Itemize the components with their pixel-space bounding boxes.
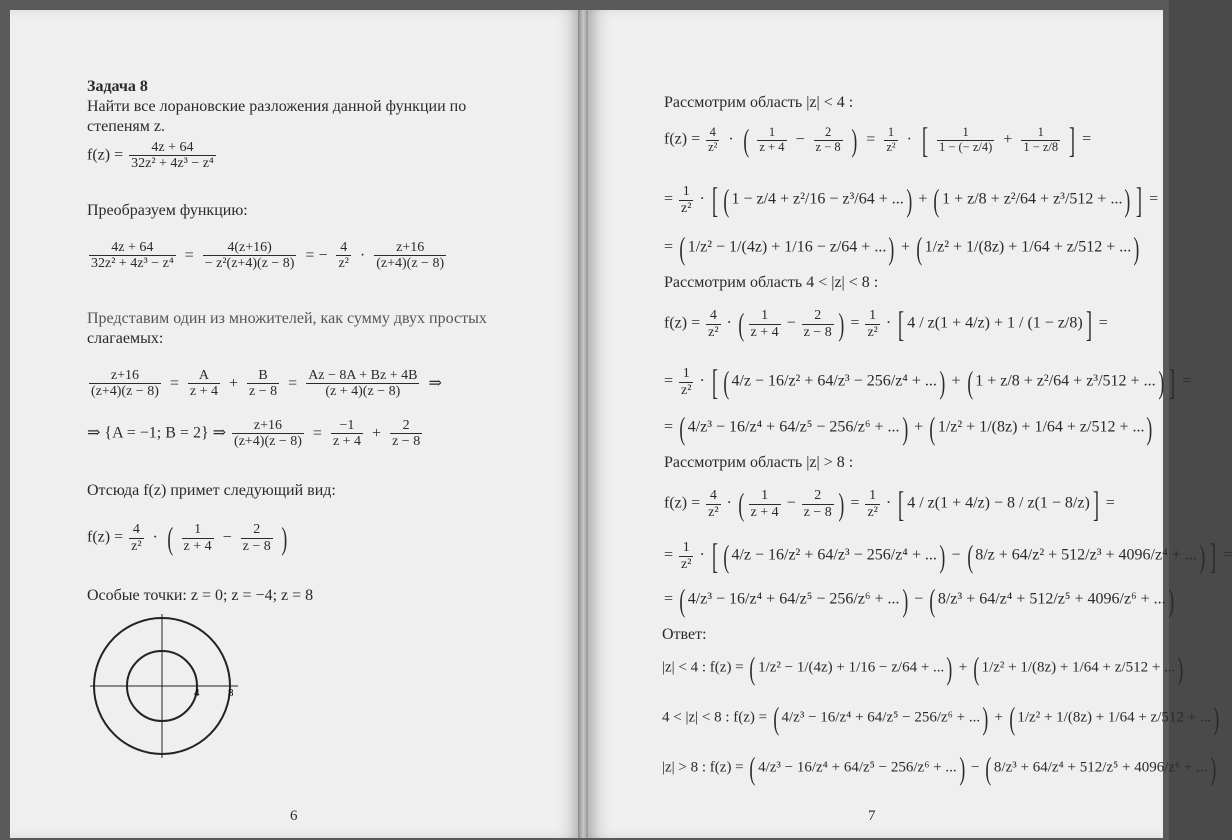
equals-minus-sign: = − (305, 246, 328, 264)
decomp-text-line1: Представим один из множителей, как сумму двух простых (87, 310, 487, 327)
denominator: z² (708, 139, 718, 154)
left-paren: ( (933, 182, 940, 218)
series-2: 8/z + 64/z² + 512/z³ + 4096/z⁴ + ... (975, 546, 1197, 564)
denominator: − z²(z+4)(z − 8) (204, 256, 295, 272)
answer-line3: |z| > 8 : f(z) = ( 4/z³ − 16/z⁴ + 64/z⁵ − 256/z⁶ + ...) − ( 8/z³ + 64/z⁴ + 512/z⁵ + 4096/z⁶ + ...) (662, 750, 1216, 786)
numerator: 4 (706, 126, 719, 141)
function-definition (87, 140, 218, 172)
fraction (306, 368, 419, 400)
numerator: 2 (814, 126, 843, 141)
denominator: z² (867, 504, 878, 520)
f-label: f(z) = (87, 528, 124, 546)
plus-sign: + (372, 424, 382, 442)
answer-line1: |z| < 4 : f(z) = ( 1/z² − 1/(4z) + 1/16 − z/64 + ...) + ( 1/z² + 1/(8z) + 1/64 + z/512 + ...) (662, 650, 1184, 686)
denominator: z + 4 (332, 434, 362, 450)
left-paren: ( (966, 538, 973, 574)
right-bracket: ] (1169, 362, 1176, 402)
right-paren: ) (982, 700, 989, 736)
fraction (203, 240, 297, 272)
denominator: z² (708, 324, 719, 340)
region2-title: Рассмотрим область 4 < |z| < 8 : (664, 274, 879, 291)
right-paren: ) (1199, 538, 1205, 574)
denominator: z² (886, 139, 896, 154)
denominator: z² (131, 538, 142, 554)
denominator: (z+4)(z − 8) (91, 384, 159, 400)
denominator: z − 8 (803, 324, 832, 340)
decomp-text-line2: слагаемых: (87, 330, 164, 347)
right-paren: ) (901, 582, 908, 618)
series-1: 4/z³ − 16/z⁴ + 64/z⁵ − 256/z⁶ + ... (781, 709, 981, 726)
right-paren: ) (959, 750, 965, 786)
bracket-term-1: 4 / z(1 + 4/z) (907, 494, 990, 512)
convergence-regions-diagram (90, 612, 250, 762)
numerator: 4 (706, 488, 720, 504)
bracket-term-2: 8 / z(1 − 8/z) (1007, 494, 1090, 512)
singular-label: Особые точки: (87, 587, 187, 604)
fraction (232, 418, 304, 450)
right-paren: ) (901, 410, 908, 446)
times-dot: · (152, 528, 158, 546)
left-paren: ( (929, 410, 936, 446)
fraction (188, 368, 220, 400)
fraction (679, 540, 693, 572)
numerator: 1 (1021, 126, 1060, 141)
series-2: 1/z² + 1/(8z) + 1/64 + z/512 + ... (1017, 709, 1212, 726)
answer-1-prefix: |z| < 4 : f(z) = (662, 659, 744, 676)
fraction (814, 126, 843, 155)
denominator: (z + 4)(z − 8) (325, 384, 401, 400)
region3-title: Рассмотрим область |z| > 8 : (664, 454, 854, 471)
numerator: 2 (241, 522, 273, 538)
denominator: 32z² + 4z³ − z⁴ (91, 256, 174, 272)
transform-equation (87, 240, 448, 272)
denominator: z + 4 (750, 504, 779, 520)
numerator: 4(z+16) (203, 240, 297, 256)
label-8: 8 (228, 687, 234, 699)
label-4: 4 (194, 687, 200, 699)
fraction (706, 488, 720, 520)
series-1: 1/z² − 1/(4z) + 1/16 − z/64 + ... (758, 659, 945, 676)
numerator: 1 (679, 184, 693, 200)
series-2: 8/z³ + 64/z⁴ + 512/z⁵ + 4096/z⁶ + ... (937, 590, 1166, 608)
series-1: 4/z − 16/z² + 64/z³ − 256/z⁴ + ... (731, 372, 937, 390)
series-2: 1 + z/8 + z²/64 + z³/512 + ... (975, 372, 1156, 390)
equals-sign: = (866, 130, 876, 148)
fraction (679, 184, 693, 216)
result-function (87, 522, 289, 554)
left-paren: ( (723, 182, 730, 218)
series-1: 1/z² − 1/(4z) + 1/16 − z/64 + ... (687, 238, 887, 256)
denominator: z² (338, 256, 349, 272)
numerator: 4 (336, 240, 350, 256)
fraction (1021, 126, 1060, 155)
equals-sign: = (288, 374, 298, 392)
left-bracket: [ (711, 536, 718, 576)
denominator: 1 − z/8 (1023, 139, 1059, 154)
right-paren: ) (1124, 182, 1131, 218)
plus-sign: + (1003, 130, 1013, 148)
series-2: 1/z² + 1/(8z) + 1/64 + z/512 + ... (937, 418, 1145, 436)
series-1: 4/z³ − 16/z⁴ + 64/z⁵ − 256/z⁶ + ... (687, 590, 900, 608)
equals-sign: = (184, 246, 194, 264)
fraction (241, 522, 273, 554)
denominator: z − 8 (249, 384, 278, 400)
right-paren: ) (838, 306, 845, 342)
left-paren: ( (738, 486, 745, 522)
fraction (749, 488, 781, 520)
right-paren: ) (1133, 230, 1140, 266)
left-paren: ( (966, 364, 973, 400)
singular-points (87, 587, 313, 605)
numerator: 1 (182, 522, 214, 538)
numerator: 4 (706, 308, 720, 324)
plus-sign: + (229, 374, 239, 392)
coefficients-equation (87, 418, 424, 450)
denominator: (z+4)(z − 8) (376, 256, 445, 272)
denominator: z − 8 (392, 434, 421, 450)
fraction (706, 308, 720, 340)
right-paren: ) (1146, 410, 1153, 446)
left-bracket: [ (921, 120, 928, 160)
left-paren: ( (749, 650, 756, 686)
function-fraction (129, 140, 216, 172)
minus-sign: − (222, 528, 232, 546)
right-paren: ) (939, 538, 946, 574)
fraction (865, 308, 879, 340)
fraction (802, 308, 834, 340)
left-paren: ( (916, 230, 923, 266)
f-label: f(z) = (87, 146, 124, 164)
left-bracket: [ (711, 362, 718, 402)
denominator: z² (681, 200, 692, 216)
fraction (331, 418, 363, 450)
right-paren: ) (838, 486, 845, 522)
decomp-equation (87, 368, 445, 400)
left-bracket: [ (898, 484, 905, 524)
singular-values: z = 0; z = −4; z = 8 (190, 587, 314, 604)
denominator: z + 4 (189, 384, 219, 400)
page-number-right: 7 (868, 808, 876, 824)
numerator: z+16 (232, 418, 304, 434)
implies-arrow: ⇒ (428, 374, 442, 392)
right-paren: ) (1209, 750, 1216, 786)
right-paren: ) (851, 122, 857, 158)
left-paren: ( (738, 306, 745, 342)
denominator: (z+4)(z − 8) (234, 434, 302, 450)
left-paren: ( (679, 230, 686, 266)
region1-title: Рассмотрим область |z| < 4 : (664, 94, 854, 111)
region3-line2: = $\frac{1}{\text{z²}}$ · [ ( 4/z − 16/z² + 64/z³ − 256/z⁴ + ...) − ( 8/z + 64/z² + 512/z³ + 4096/z⁴ + ...) ] = (664, 536, 1232, 576)
numerator: 1 (884, 126, 897, 141)
right-bracket: ] (1069, 120, 1076, 160)
region2-line3: = ( 4/z³ − 16/z⁴ + 64/z⁵ − 256/z⁶ + ...) + ( 1/z² + 1/(8z) + 1/64 + z/512 + ...) (664, 410, 1153, 446)
denominator: z² (867, 324, 878, 340)
left-paren: ( (1009, 700, 1015, 736)
fraction (390, 418, 422, 450)
numerator: 4 (129, 522, 143, 538)
answer-3-prefix: |z| > 8 : f(z) = (662, 759, 744, 776)
denominator: z + 4 (759, 139, 785, 154)
numerator: A (188, 368, 220, 384)
numerator: 1 (865, 308, 879, 324)
denominator: z − 8 (803, 504, 832, 520)
left-paren: ( (743, 122, 749, 158)
fraction (865, 488, 879, 520)
fraction (884, 126, 897, 155)
left-bracket: [ (711, 180, 718, 220)
region3-line3: = ( 4/z³ − 16/z⁴ + 64/z⁵ − 256/z⁶ + ...) − ( 8/z³ + 64/z⁴ + 512/z⁵ + 4096/z⁶ + ...) (664, 582, 1174, 618)
numerator: 1 (865, 488, 879, 504)
numerator: z+16 (89, 368, 161, 384)
bracket-term-1: 4 / z(1 + 4/z) (907, 314, 990, 332)
fraction (374, 240, 446, 272)
left-paren: ( (985, 750, 992, 786)
right-paren: ) (939, 364, 946, 400)
equals-sign: = (312, 424, 322, 442)
denominator: z² (708, 504, 719, 520)
numerator: 1 (937, 126, 994, 141)
series-2: 1/z² + 1/(8z) + 1/64 + z/512 + ... (981, 659, 1176, 676)
region1-line2: = $\frac{1}{\text{z²}}$ · [ ( 1 − z/4 + z²/16 − z³/64 + ...) + ( 1 + z/8 + z²/64 + z³/512 + ...) ] = (664, 180, 1159, 220)
times-dot: · (728, 130, 734, 148)
bracket-term-2: 1 / (1 − z/8) (1007, 314, 1083, 332)
numerator: Az − 8A + Bz + 4B (308, 368, 418, 383)
right-paren: ) (1168, 582, 1174, 618)
right-bracket: ] (1092, 484, 1099, 524)
left-paren: ( (679, 410, 686, 446)
transform-title: Преобразуем функцию: (87, 202, 248, 219)
numerator: B (247, 368, 279, 384)
left-paren: ( (749, 750, 756, 786)
region1-line3: = ( 1/z² − 1/(4z) + 1/16 − z/64 + ...) + ( 1/z² + 1/(8z) + 1/64 + z/512 + ...) (664, 230, 1140, 266)
f-label: f(z) = (664, 130, 701, 148)
fraction (89, 368, 161, 400)
fraction (336, 240, 350, 272)
left-paren: ( (973, 650, 980, 686)
left-bracket: [ (898, 304, 905, 344)
answer-label: Ответ: (662, 626, 707, 643)
left-paren: ( (773, 700, 780, 736)
region1-line1: f(z) = $\frac{4}{\text{z²}}$ · ( $\frac{1}{z + 4}$ − $\frac{2}{z - 8}$ ) = $\frac{1}{\text{z²}}$ · [ $\frac{1}{1 - (- z/4)}$ + $\frac{1}{1 - z/8}$ ] = (664, 120, 1092, 160)
fraction (757, 126, 786, 155)
left-paren: ( (723, 364, 730, 400)
page-number-left: 6 (290, 808, 298, 824)
series-1: 4/z³ − 16/z⁴ + 64/z⁵ − 256/z⁶ + ... (687, 418, 900, 436)
region3-line1: f(z) = $\frac{4}{\text{z²}}$ · ( $\frac{1}{z + 4}$ − $\frac{2}{z - 8}$ ) = $\frac{1}{\text{z²}}$ · [ 4 / z(1 + 4/z) − 8 / z(1 − 8/z)] = (664, 484, 1115, 524)
coefficients-prefix: ⇒ {A = −1; B = 2} ⇒ (87, 424, 227, 442)
numerator: 1 (679, 366, 693, 382)
denominator: z − 8 (815, 139, 841, 154)
equals-sign: = (169, 374, 179, 392)
minus-sign: − (795, 130, 805, 148)
fraction (937, 126, 994, 155)
series-1: 4/z − 16/z² + 64/z³ − 256/z⁴ + ... (731, 546, 937, 564)
fraction (679, 366, 693, 398)
task-title: Задача 8 (87, 78, 148, 95)
right-paren: ) (1177, 650, 1184, 686)
right-paren: ) (1213, 700, 1220, 736)
fraction (706, 126, 719, 155)
answer-line2: 4 < |z| < 8 : f(z) = ( 4/z³ − 16/z⁴ + 64/z⁵ − 256/z⁶ + ...) + ( 1/z² + 1/(8z) + 1/64 + z/512 + ...) (662, 700, 1220, 736)
answer-2-prefix: 4 < |z| < 8 : f(z) = (662, 709, 768, 726)
denominator: z² (681, 382, 692, 398)
left-paren: ( (929, 582, 936, 618)
numerator: z+16 (374, 240, 446, 256)
result-text: Отсюда f(z) примет следующий вид: (87, 482, 336, 499)
times-dot: · (906, 130, 912, 148)
numerator: 2 (802, 308, 834, 324)
series-1: 1 − z/4 + z²/16 − z³/64 + ... (731, 190, 904, 208)
left-paren: ( (167, 520, 174, 556)
region2-line1: f(z) = $\frac{4}{\text{z²}}$ · ( $\frac{1}{z + 4}$ − $\frac{2}{z - 8}$ ) = $\frac{1}{\text{z²}}$ · [ 4 / z(1 + 4/z) + 1 / (1 − z/8)] = (664, 304, 1108, 344)
numerator: −1 (331, 418, 363, 434)
numerator: 1 (679, 540, 693, 556)
fraction (247, 368, 279, 400)
times-dot: · (359, 246, 366, 264)
denominator: z + 4 (183, 538, 212, 554)
right-paren: ) (946, 650, 953, 686)
left-paren: ( (679, 582, 686, 618)
denominator: z + 4 (750, 324, 779, 340)
numerator: 4z + 64 (89, 240, 176, 256)
right-paren: ) (906, 182, 913, 218)
series-2: 8/z³ + 64/z⁴ + 512/z⁵ + 4096/z⁶ + ... (993, 759, 1208, 776)
right-bracket: ] (1085, 304, 1092, 344)
right-bracket: ] (1136, 180, 1143, 220)
fraction (749, 308, 781, 340)
right-paren: ) (1157, 364, 1164, 400)
series-2: 1 + z/8 + z²/64 + z³/512 + ... (942, 190, 1123, 208)
numerator: 2 (390, 418, 422, 434)
numerator: 2 (802, 488, 834, 504)
denominator: 32z² + 4z³ − z⁴ (131, 156, 214, 172)
region2-line2: = $\frac{1}{\text{z²}}$ · [ ( 4/z − 16/z² + 64/z³ − 256/z⁴ + ...) + ( 1 + z/8 + z²/64 + z³/512 + ...) ] = (664, 362, 1192, 402)
numerator: 1 (749, 308, 781, 324)
task-text-line2: степеням z. (87, 118, 166, 135)
denominator: z − 8 (242, 538, 271, 554)
right-bracket: ] (1210, 536, 1217, 576)
denominator: z² (681, 556, 692, 572)
numerator: 1 (757, 126, 786, 141)
task-text-line1: Найти все лорановские разложения данной функции по (87, 98, 467, 115)
fraction (182, 522, 214, 554)
right-paren: ) (888, 230, 895, 266)
fraction (129, 522, 143, 554)
denominator: 1 − (− z/4) (938, 139, 993, 154)
right-paren: ) (281, 520, 288, 556)
series-2: 1/z² + 1/(8z) + 1/64 + z/512 + ... (924, 238, 1132, 256)
fraction (89, 240, 176, 272)
numerator: 1 (749, 488, 781, 504)
left-paren: ( (723, 538, 730, 574)
series-1: 4/z³ − 16/z⁴ + 64/z⁵ − 256/z⁶ + ... (758, 759, 957, 776)
numerator: 4z + 64 (129, 140, 216, 156)
fraction (802, 488, 834, 520)
